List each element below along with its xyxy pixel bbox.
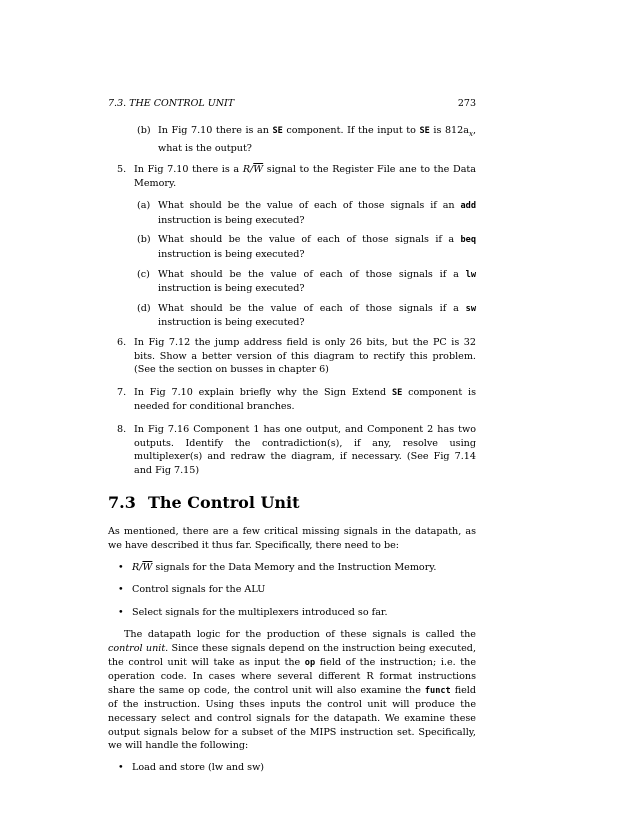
exercise-5 [108, 163, 476, 190]
subitem-text: What should be the value of each of those signals if a [158, 234, 461, 246]
bullet-item [108, 761, 476, 775]
code-sw: sw [465, 303, 476, 314]
subitem-label: (b) [137, 234, 151, 246]
code-op: op [304, 657, 316, 668]
bullet-icon: • [118, 561, 124, 573]
subitem-text: instruction is being executed? [158, 283, 305, 295]
section-title: The Control Unit [148, 493, 300, 513]
exercise-5b [108, 233, 476, 261]
subitem-text: What should be the value of each of those signals if a [158, 302, 466, 314]
bullet-icon: • [118, 584, 124, 596]
section-number: 7.3 [108, 493, 136, 513]
term-control-unit: control unit. [108, 642, 169, 654]
section-heading [108, 493, 476, 513]
exercise-6 [108, 336, 476, 377]
signal-r: R/ [242, 164, 254, 176]
subitem-text: What should be the value of each of those signals if a [158, 268, 466, 280]
exercise-6-text: In Fig 7.12 the jump address field is only 26 bits, but the PC is 32 bits. Show a better version of this diagram to rectify this problem. (See the section on busses in chapter 6) [134, 337, 476, 376]
bullet-text: Load and store (lw and sw) [132, 761, 265, 773]
bullet-item [108, 561, 476, 575]
exercise-5d [108, 302, 476, 330]
bullet-item [108, 606, 476, 620]
page-content [108, 124, 476, 783]
exercise-5-text: In Fig 7.10 there is a [134, 164, 243, 176]
code-add: add [460, 201, 476, 212]
signal-w-bar: $\overline{W}$ [253, 164, 264, 176]
exercise-number: 5. [117, 164, 127, 176]
exercise-8 [108, 423, 476, 477]
page-number: 273 [457, 98, 476, 109]
bullet-icon: • [118, 606, 124, 618]
exercise-5-subitems [108, 199, 476, 330]
bullet-icon: • [118, 761, 124, 773]
exercise-7-text: In Fig 7.10 explain briefly why the Sign Extend [134, 386, 392, 398]
exercise-number: 7. [117, 386, 127, 398]
exercise-5a [108, 199, 476, 227]
bullet-text: signals for the Data Memory and the Instruction Memory. [152, 561, 437, 573]
subitem-label: (d) [137, 302, 151, 314]
exercise-4b-text: is 812a [429, 125, 469, 136]
exercise-4b [108, 124, 476, 155]
paragraph-text: field of the instruction; i.e. the operation code. In cases where several different R format instructions share the same op code, the control unit will also examine the [108, 656, 477, 696]
bullet-text: Control signals for the ALU [132, 584, 266, 596]
exercise-8-text: In Fig 7.16 Component 1 has one output, and Component 2 has two outputs. Identify the contradiction(s), if any, resolve using multiplexer(s) and redraw the diagram, if necessary. (See Fig 7.14 and Fig 7.15) [134, 424, 476, 476]
exercise-4b-label: (b) [137, 125, 151, 136]
code-se: SE [391, 387, 403, 398]
subscript-x: x [469, 129, 473, 138]
paragraph-text: field of the instruction. Using thses inputs the control unit will produce the necessary select and control signals for the datapath. We examine these output signals below for a subset of the MIPS instruction set. Specifically, we will handle the following: [108, 684, 476, 752]
code-lw: lw [465, 269, 476, 280]
paragraph-text: Since these signals depend on the instruction being executed, the control unit will take as input the [108, 642, 476, 668]
signal-w-bar: $\overline{W}$ [142, 561, 153, 573]
exercise-4b-text: In Fig 7.10 there is an [158, 125, 273, 136]
exercise-number: 8. [117, 424, 127, 435]
paragraph-text: The datapath logic for the production of these signals is called the [124, 629, 476, 641]
subitem-label: (a) [137, 200, 151, 212]
signal-r: R/ [132, 561, 143, 573]
bullet-text: Select signals for the multiplexers introduced so far. [132, 606, 388, 618]
running-head-section: 7.3. THE CONTROL UNIT [108, 98, 235, 109]
exercise-5-text: signal to the Register File ane to the Data Memory. [134, 164, 477, 189]
exercise-7 [108, 386, 476, 414]
bullet-item [108, 583, 476, 597]
exercise-7-text: component is needed for conditional branches. [134, 386, 476, 413]
subitem-text: instruction is being executed? [158, 317, 305, 329]
exercise-4b-text: , what is the output? [158, 125, 477, 154]
code-se: SE [272, 126, 283, 136]
subitem-text: What should be the value of each of those signals if an [158, 200, 461, 212]
subitem-text: instruction is being executed? [158, 249, 305, 261]
exercise-5c [108, 268, 476, 296]
subitem-label: (c) [137, 268, 150, 280]
control-unit-paragraph [108, 628, 476, 752]
running-head [108, 98, 476, 112]
subitem-text: instruction is being executed? [158, 214, 305, 226]
code-funct: funct [424, 685, 451, 696]
exercise-number: 6. [117, 337, 127, 349]
exercise-4b-text: component. If the input to [282, 125, 420, 136]
code-beq: beq [460, 235, 476, 246]
code-se: SE [419, 126, 430, 136]
intro-paragraph: As mentioned, there are a few critical missing signals in the datapath, as we have described it thus far. Specifically, there need to be: [108, 526, 476, 551]
